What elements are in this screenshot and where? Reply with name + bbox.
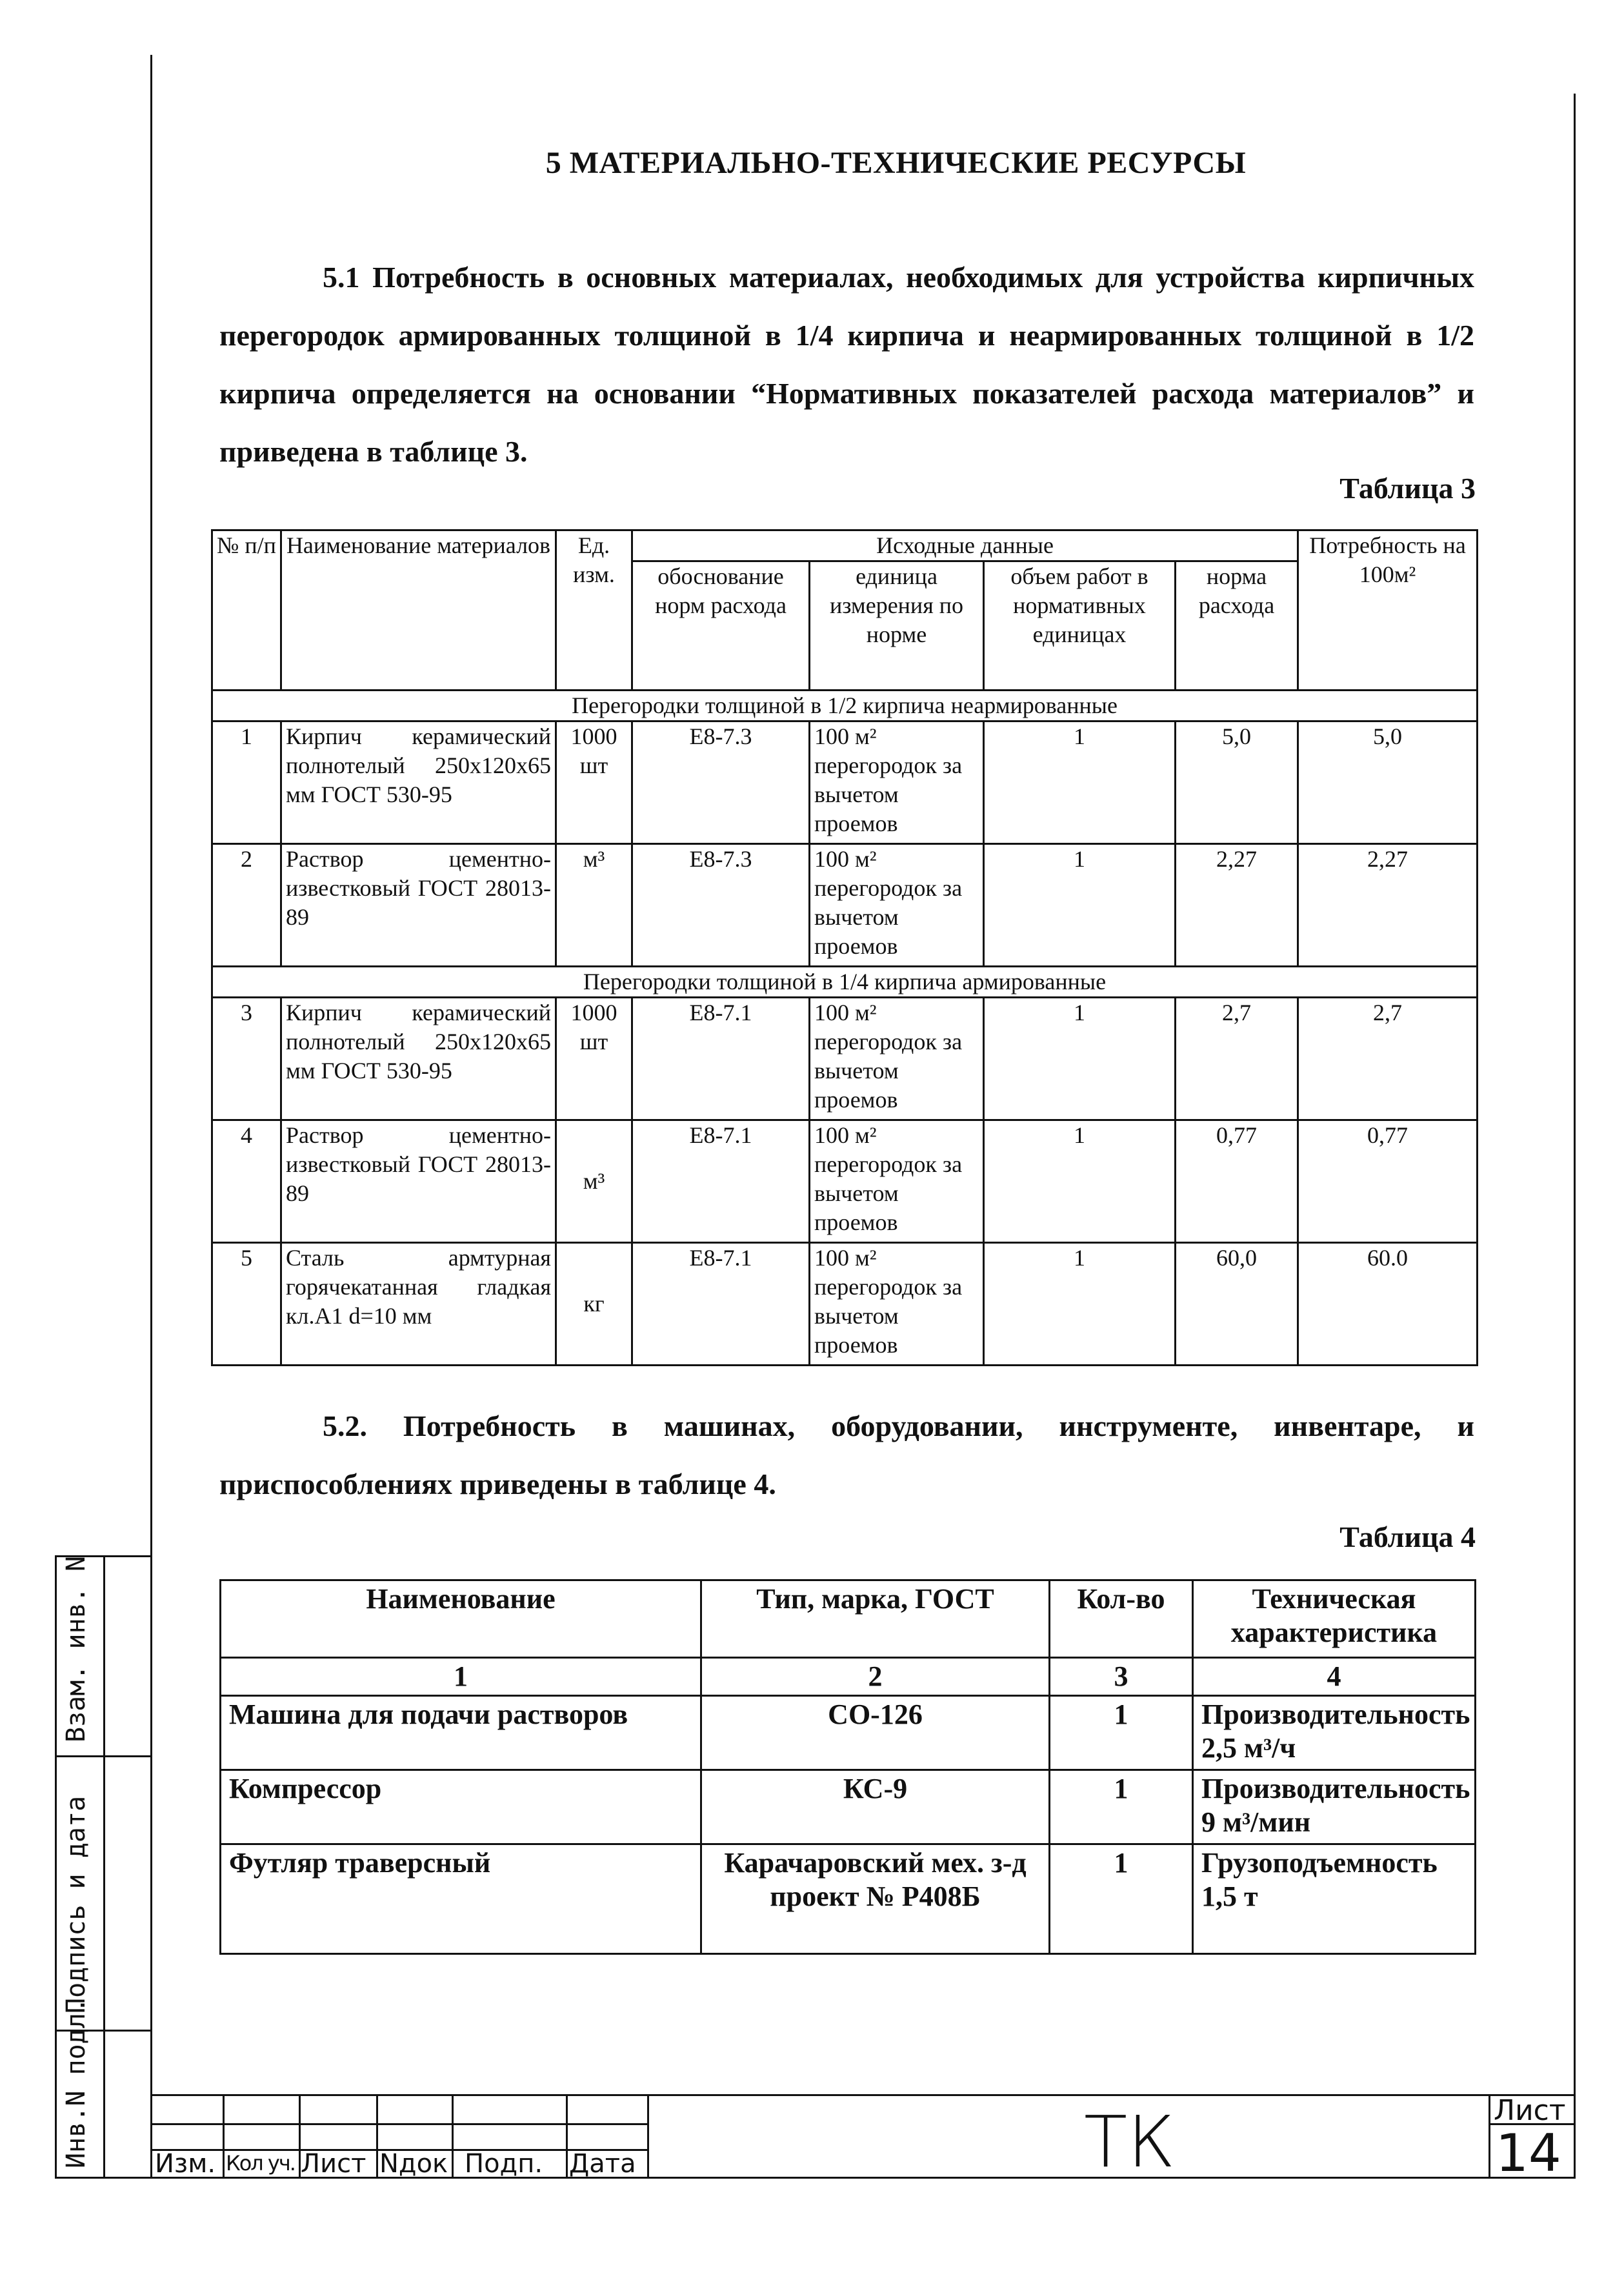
stamp-sheet-col-line — [1489, 2094, 1490, 2178]
frame-left-line — [150, 55, 152, 2178]
sheet-number: 14 — [1496, 2123, 1561, 2183]
t3-section-1: Перегородки толщиной в 1/2 кирпича неармированные — [212, 691, 1478, 721]
stamp-col-line — [223, 2094, 225, 2178]
t3-cell-rate: 5,0 — [1176, 721, 1298, 844]
t3-cell-meas: 100 м² перегородок за вычетом проемов — [810, 721, 984, 844]
t3-cell-num: 4 — [212, 1120, 281, 1243]
t3-cell-basis: Е8-7.3 — [632, 844, 810, 967]
stamp-col-line — [376, 2094, 378, 2178]
materials-table — [211, 529, 1478, 1366]
t4-colnum: 1 — [221, 1658, 701, 1696]
stamp-label-podp: Подп. — [465, 2149, 543, 2179]
paragraph-5-1: 5.1 Потребность в основных материалах, необходимых для устройства кирпичных перегородок армированных толщиной в 1/4 кирпича и неармированных толщиной в 1/2 кирпича определяется на основании “Нормативных показателей расхода материалов” и приведена в таблице 3. — [219, 261, 1474, 468]
t3-cell-meas: 100 м² перегородок за вычетом проемов — [810, 844, 984, 967]
side-strip-left — [55, 1555, 57, 2178]
t3-cell-need: 0,77 — [1298, 1120, 1478, 1243]
t4-cell-qty: 1 — [1050, 1696, 1193, 1770]
side-strip-div1 — [55, 1755, 152, 1757]
t3-header-rate: норма расхода — [1176, 561, 1298, 691]
t3-cell-name: Раствор цементно-известковый ГОСТ 28013-89 — [281, 844, 556, 967]
stamp-row-line-1 — [150, 2123, 647, 2125]
t3-cell-unit: кг — [556, 1243, 632, 1366]
t3-header-num: № п/п — [212, 530, 281, 691]
t3-cell-num: 3 — [212, 998, 281, 1120]
side-label-inv-orig: Инв.N подл. — [61, 1997, 91, 2168]
t3-cell-volume: 1 — [984, 721, 1176, 844]
paragraph-5-2: 5.2. Потребность в машинах, оборудовании, инструменте, инвентаре, и приспособлениях приведены в таблице 4. — [219, 1409, 1474, 1500]
t4-header-tech: Техническая характеристика — [1193, 1580, 1476, 1658]
t3-cell-name: Раствор цементно-известковый ГОСТ 28013-89 — [281, 1120, 556, 1243]
t3-cell-num: 2 — [212, 844, 281, 967]
stamp-col-line — [452, 2094, 454, 2178]
t3-cell-name: Кирпич керамический полнотелый 250х120х65 мм ГОСТ 530-95 — [281, 721, 556, 844]
stamp-label-ndok: Nдок — [379, 2149, 448, 2179]
equipment-table — [219, 1579, 1476, 1955]
t4-colnum: 4 — [1193, 1658, 1476, 1696]
t3-cell-volume: 1 — [984, 998, 1176, 1120]
side-strip-inner — [103, 1555, 105, 2178]
side-label-inv-replace: Взам. инв. N — [61, 1556, 91, 1742]
t3-cell-unit: м³ — [556, 1120, 632, 1243]
t3-header-meas: единица измерения по норме — [810, 561, 984, 691]
stamp-label-kol: Кол уч. — [226, 2151, 295, 2175]
t3-header-unit: Ед. изм. — [556, 530, 632, 691]
stamp-top-line — [150, 2094, 1576, 2096]
t3-cell-need: 2,7 — [1298, 998, 1478, 1120]
t3-cell-unit: м³ — [556, 844, 632, 967]
t3-header-name: Наименование материалов — [281, 530, 556, 691]
t4-header-name: Наименование — [221, 1580, 701, 1658]
t3-cell-rate: 2,7 — [1176, 998, 1298, 1120]
t3-cell-rate: 2,27 — [1176, 844, 1298, 967]
frame-right-line — [1574, 94, 1576, 2178]
t3-cell-need: 60.0 — [1298, 1243, 1478, 1366]
t3-cell-meas: 100 м² перегородок за вычетом проемов — [810, 1243, 984, 1366]
t4-cell-qty: 1 — [1050, 1844, 1193, 1954]
t3-section-2: Перегородки толщиной в 1/4 кирпича армированные — [212, 967, 1478, 998]
t3-cell-volume: 1 — [984, 1120, 1176, 1243]
t3-cell-unit: 1000 шт — [556, 721, 632, 844]
t3-header-basis: обоснование норм расхода — [632, 561, 810, 691]
section-heading: 5 МАТЕРИАЛЬНО-ТЕХНИЧЕСКИЕ РЕСУРСЫ — [545, 146, 1247, 180]
stamp-col-line — [566, 2094, 568, 2178]
stamp-sheet-label: Лист — [1494, 2094, 1566, 2127]
document-code: ТК — [1084, 2101, 1176, 2183]
t4-header-type: Тип, марка, ГОСТ — [701, 1580, 1050, 1658]
t4-header-qty: Кол-во — [1050, 1580, 1193, 1658]
t4-cell-type: СО-126 — [701, 1696, 1050, 1770]
t3-cell-basis: Е8-7.1 — [632, 998, 810, 1120]
t3-cell-unit: 1000 шт — [556, 998, 632, 1120]
t3-cell-rate: 60,0 — [1176, 1243, 1298, 1366]
stamp-label-list: Лист — [301, 2149, 366, 2179]
t3-cell-basis: Е8-7.1 — [632, 1243, 810, 1366]
t4-colnum: 2 — [701, 1658, 1050, 1696]
t3-cell-rate: 0,77 — [1176, 1120, 1298, 1243]
table3-caption: Таблица 3 — [1339, 472, 1476, 505]
table4-caption: Таблица 4 — [1339, 1520, 1476, 1553]
t3-cell-volume: 1 — [984, 1243, 1176, 1366]
t3-cell-basis: Е8-7.1 — [632, 1120, 810, 1243]
t4-cell-name: Футляр траверсный — [221, 1844, 701, 1954]
t4-cell-type: КС-9 — [701, 1770, 1050, 1844]
t3-cell-meas: 100 м² перегородок за вычетом проемов — [810, 1120, 984, 1243]
t3-cell-num: 5 — [212, 1243, 281, 1366]
t3-cell-basis: Е8-7.3 — [632, 721, 810, 844]
t3-header-need: Потребность на 100м² — [1298, 530, 1478, 691]
frame-bottom-line — [55, 2177, 1576, 2179]
side-label-sign-date: Подпись и дата — [61, 1795, 91, 2013]
t3-cell-num: 1 — [212, 721, 281, 844]
t3-cell-need: 5,0 — [1298, 721, 1478, 844]
t4-cell-tech: Грузоподъемность 1,5 т — [1193, 1844, 1476, 1954]
stamp-label-izm: Изм. — [155, 2149, 216, 2179]
t3-header-volume: объем работ в нормативных единицах — [984, 561, 1176, 691]
t4-cell-name: Машина для подачи растворов — [221, 1696, 701, 1770]
t3-cell-meas: 100 м² перегородок за вычетом проемов — [810, 998, 984, 1120]
t4-cell-tech: Производительность 9 м³/мин — [1193, 1770, 1476, 1844]
t4-cell-name: Компрессор — [221, 1770, 701, 1844]
t3-cell-name: Сталь армтурная горячекатанная гладкая кл.А1 d=10 мм — [281, 1243, 556, 1366]
stamp-col-line — [647, 2094, 649, 2178]
t4-cell-tech: Производительность 2,5 м³/ч — [1193, 1696, 1476, 1770]
t4-cell-qty: 1 — [1050, 1770, 1193, 1844]
t4-cell-type: Карачаровский мех. з-д проект № Р408Б — [701, 1844, 1050, 1954]
t3-header-source: Исходные данные — [632, 530, 1298, 561]
t3-cell-name: Кирпич керамический полнотелый 250х120х65 мм ГОСТ 530-95 — [281, 998, 556, 1120]
stamp-label-data: Дата — [569, 2149, 636, 2179]
t4-colnum: 3 — [1050, 1658, 1193, 1696]
t3-cell-need: 2,27 — [1298, 844, 1478, 967]
t3-cell-volume: 1 — [984, 844, 1176, 967]
